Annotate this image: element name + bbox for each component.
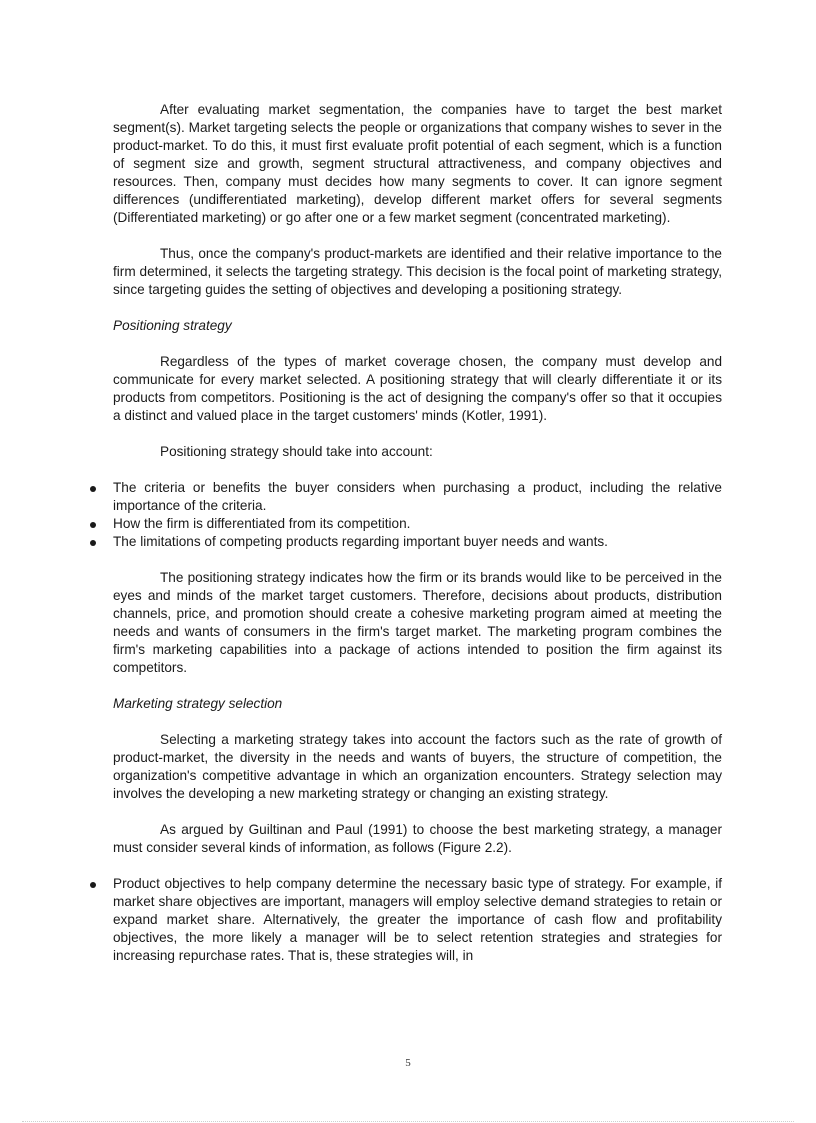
bullet-icon	[90, 882, 96, 888]
bullet-list-information	[113, 875, 722, 965]
paragraph-positioning: Regardless of the types of market coverage chosen, the company must develop and communicate for every market selected. A positioning strategy that will clearly differentiate it or its products from competitors. Positioning is the act of designing the company's offer so that it occupies a distinct and valued place in the target customers' minds (Kotler, 1991).	[113, 354, 722, 423]
bullet-list-positioning	[113, 479, 722, 551]
heading-positioning-strategy: Positioning strategy	[113, 318, 232, 333]
bullet-icon	[90, 522, 96, 528]
paragraph-targeting-strategy: Thus, once the company's product-markets are identified and their relative importance to the firm determined, it selects the targeting strategy. This decision is the focal point of marketing strategy, since targeting guides the setting of objectives and developing a positioning strategy.	[113, 246, 722, 297]
paragraph-positioning-account: Positioning strategy should take into account:	[160, 444, 433, 459]
list-item	[113, 533, 722, 551]
paragraph-strategy-selection: Selecting a marketing strategy takes into account the factors such as the rate of growth of product-market, the diversity in the needs and wants of buyers, the structure of competition, the organization's competitive advantage in which an organization encounters. Strategy selection may involves the developing a new marketing strategy or changing an existing strategy.	[113, 732, 722, 801]
document-page	[113, 101, 722, 983]
bullet-icon	[90, 486, 96, 492]
list-item	[113, 875, 722, 965]
list-item-text: How the firm is differentiated from its competition.	[113, 516, 411, 531]
paragraph-guiltinan-paul: As argued by Guiltinan and Paul (1991) to choose the best marketing strategy, a manager must consider several kinds of information, as follows (Figure 2.2).	[113, 822, 722, 855]
bullet-icon	[90, 540, 96, 546]
list-item	[113, 515, 722, 533]
list-item-text: The criteria or benefits the buyer considers when purchasing a product, including the relative importance of the criteria.	[113, 480, 722, 513]
page-bottom-divider	[22, 1121, 794, 1122]
list-item	[113, 479, 722, 515]
page-number: 5	[405, 1057, 411, 1069]
list-item-text: Product objectives to help company determine the necessary basic type of strategy. For example, if market share objectives are important, managers will employ selective demand strategies to retain or expand market share. Alternatively, the greater the importance of cash flow and profitability objectives, the more likely a manager will be to select retention strategies and strategies for increasing repurchase rates. That is, these strategies will, in	[113, 876, 722, 963]
heading-marketing-strategy-selection: Marketing strategy selection	[113, 696, 283, 711]
paragraph-market-targeting: After evaluating market segmentation, the companies have to target the best market segment(s). Market targeting selects the people or organizations that company wishes to sever in the product-market. To do this, it must first evaluate profit potential of each segment, which is a function of segment size and growth, segment structural attractiveness, and company objectives and resources. Then, company must decides how many segments to cover. It can ignore segment differences (undifferentiated marketing), develop different market offers for several segments (Differentiated marketing) or go after one or a few market segment (concentrated marketing).	[113, 102, 722, 225]
list-item-text: The limitations of competing products regarding important buyer needs and wants.	[113, 534, 608, 549]
paragraph-positioning-indicates: The positioning strategy indicates how the firm or its brands would like to be perceived in the eyes and minds of the market target customers. Therefore, decisions about products, distribution channels, price, and promotion should create a cohesive marketing program aimed at meeting the needs and wants of consumers in the firm's target market. The marketing program combines the firm's marketing capabilities into a package of actions intended to position the firm against its competitors.	[113, 570, 722, 675]
